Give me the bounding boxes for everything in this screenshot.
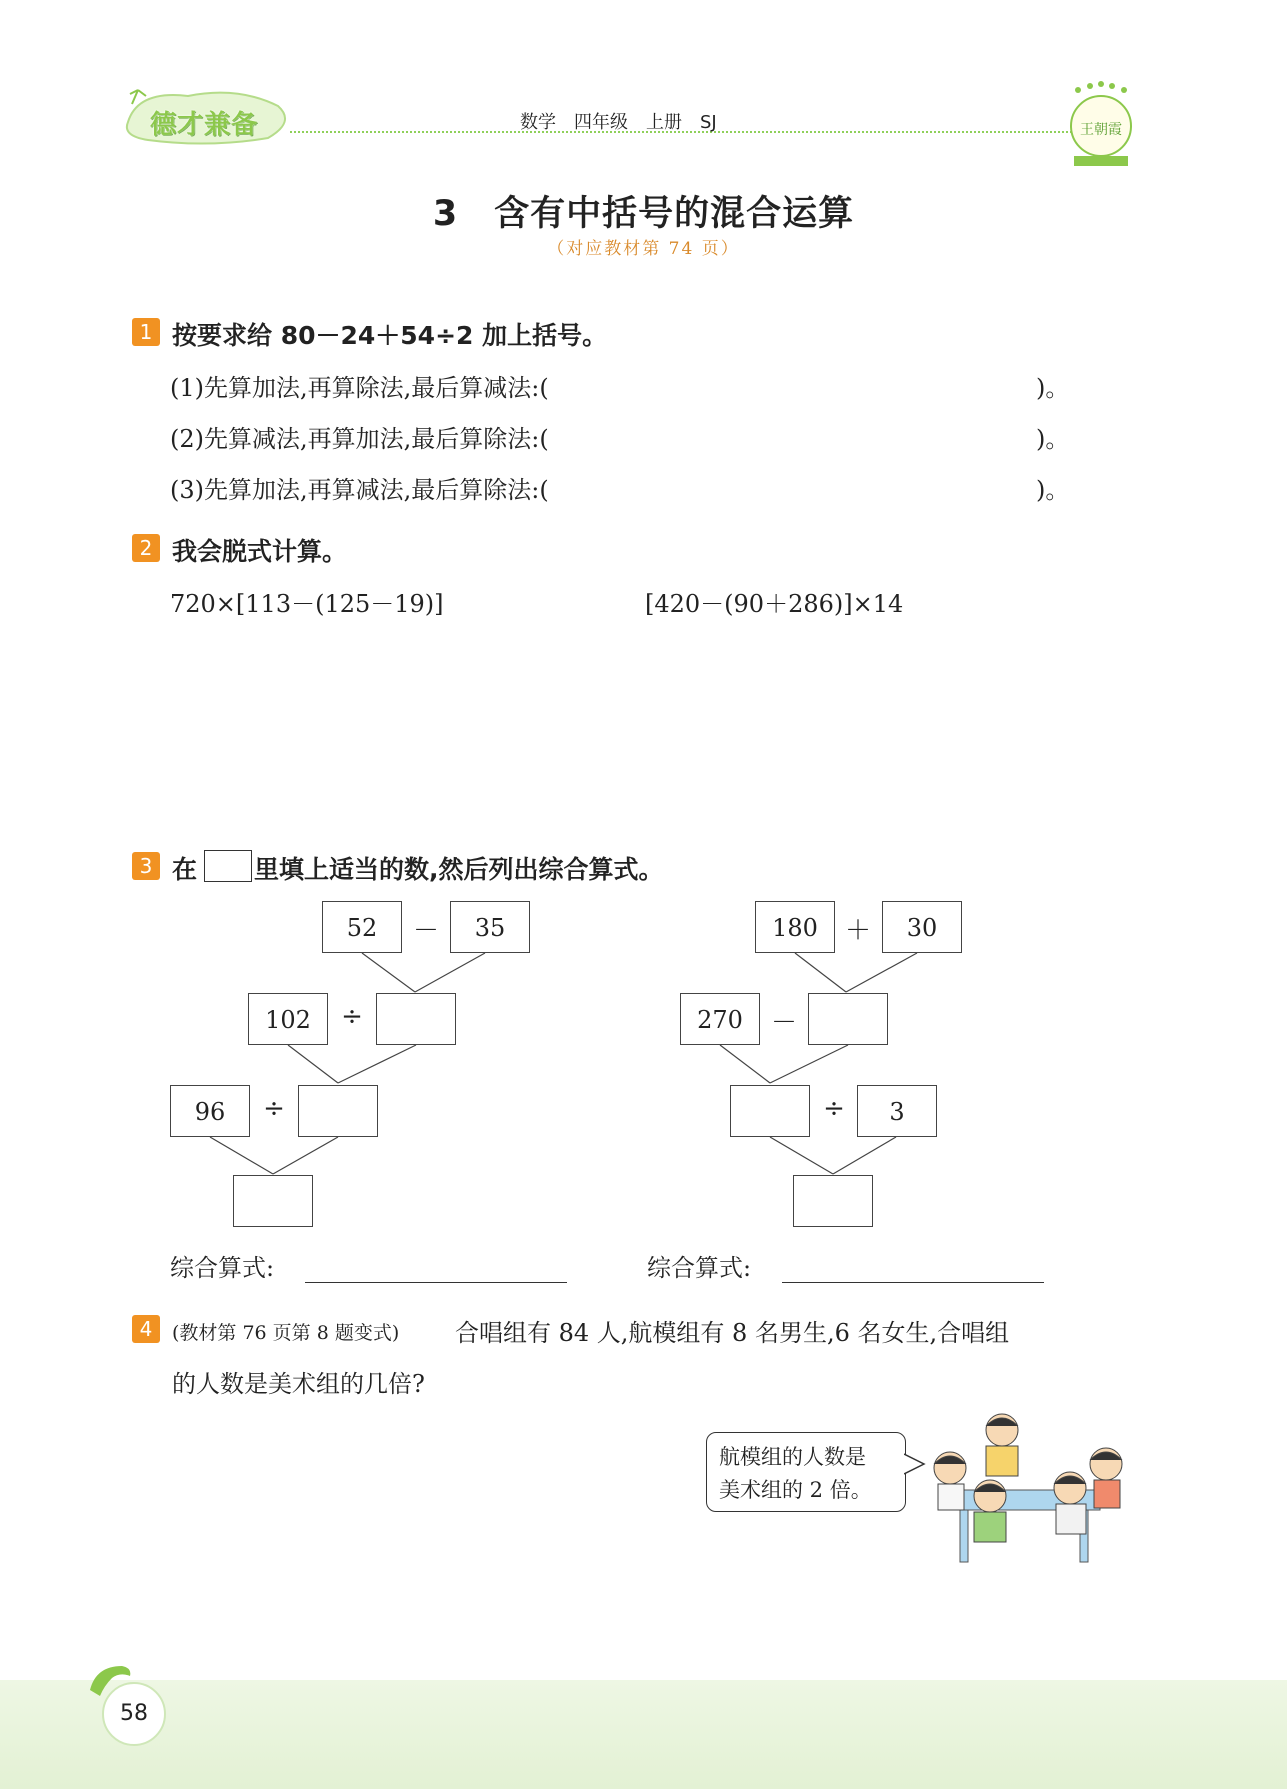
q1-item-1-end: )。 — [1036, 374, 1070, 402]
q3-left-answer-3[interactable] — [233, 1175, 313, 1227]
q1-item-3-end: )。 — [1036, 476, 1070, 504]
hint-speech-bubble — [706, 1432, 906, 1512]
q3-left-box-c: 102 — [248, 993, 328, 1045]
q2-prompt: 我会脱式计算。 — [172, 537, 348, 566]
q3-right-answer-3[interactable] — [793, 1175, 873, 1227]
footer-background — [0, 1680, 1287, 1789]
q3-prompt-pre: 在 — [172, 855, 198, 884]
q1-number-badge: 1 — [132, 318, 160, 346]
hint-line-1: 航模组的人数是 — [719, 1445, 866, 1469]
q3-number-badge: 3 — [132, 852, 160, 880]
q3-right-formula-label: 综合算式: — [647, 1254, 752, 1282]
q3-right-answer-2[interactable] — [730, 1085, 810, 1137]
q1-prompt: 按要求给 80－24＋54÷2 加上括号。 — [172, 321, 608, 350]
q3-left-op3: ÷ — [263, 1094, 285, 1124]
q3-prompt-post: 里填上适当的数,然后列出综合算式。 — [254, 855, 664, 884]
q2-expression-right: [420－(90＋286)]×14 — [645, 590, 904, 618]
q3-right-formula-blank[interactable] — [782, 1282, 1044, 1283]
q3-right-answer-1[interactable] — [808, 993, 888, 1045]
q3-left-answer-1[interactable] — [376, 993, 456, 1045]
q1-item-2-end: )。 — [1036, 425, 1070, 453]
q3-right-op1: ＋ — [844, 916, 871, 946]
q3-left-answer-2[interactable] — [298, 1085, 378, 1137]
q3-right-box-c: 270 — [680, 993, 760, 1045]
q3-left-formula-label: 综合算式: — [170, 1254, 275, 1282]
q3-right-box-e: 3 — [857, 1085, 937, 1137]
q3-right-box-a: 180 — [755, 901, 835, 953]
q4-line-2: 的人数是美术组的几倍? — [172, 1370, 425, 1398]
page-number: 58 — [102, 1682, 166, 1746]
q4-source-note: (教材第 76 页第 8 题变式) — [172, 1322, 400, 1344]
q1-item-2: (2)先算减法,再算加法,最后算除法:( — [170, 425, 549, 453]
page-subtitle: （对应教材第 74 页） — [547, 239, 740, 259]
q3-left-box-a: 52 — [322, 901, 402, 953]
q3-right-op2: － — [770, 1008, 797, 1038]
q2-number-badge: 2 — [132, 534, 160, 562]
q1-item-3: (3)先算加法,再算减法,最后算除法:( — [170, 476, 549, 504]
page-title: 3 含有中括号的混合运算 — [432, 194, 855, 234]
q4-line-1: 合唱组有 84 人,航模组有 8 名男生,6 名女生,合唱组 — [455, 1319, 1010, 1347]
q3-left-box-b: 35 — [450, 901, 530, 953]
header-book-info: 数学 四年级 上册 SJ — [520, 112, 717, 133]
q1-item-1: (1)先算加法,再算除法,最后算减法:( — [170, 374, 549, 402]
q3-left-formula-blank[interactable] — [305, 1282, 567, 1283]
hint-line-2: 美术组的 2 倍。 — [719, 1478, 872, 1502]
seal-text: 王朝霞 — [1080, 122, 1122, 138]
q3-left-box-d: 96 — [170, 1085, 250, 1137]
brand-text: 德才兼备 — [150, 110, 259, 140]
children-at-table-illustration — [920, 1412, 1130, 1572]
q3-left-op1: － — [412, 916, 439, 946]
q3-right-box-b: 30 — [882, 901, 962, 953]
q4-number-badge: 4 — [132, 1315, 160, 1343]
q2-expression-left: 720×[113－(125－19)] — [170, 590, 444, 618]
q3-left-op2: ÷ — [341, 1002, 363, 1032]
q3-right-op3: ÷ — [823, 1094, 845, 1124]
